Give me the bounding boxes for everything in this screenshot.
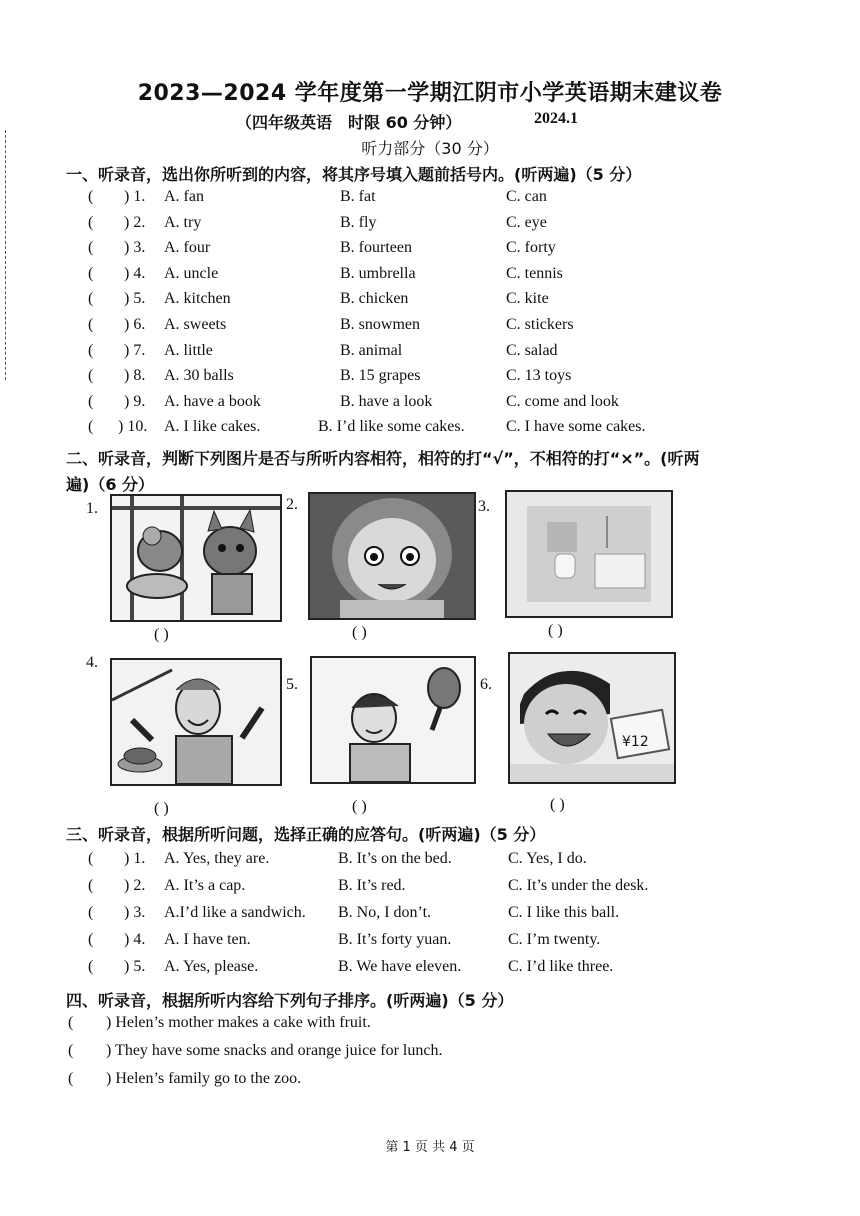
answer-paren[interactable]: ( — [88, 239, 94, 257]
option-c: C. I like this ball. — [508, 904, 620, 921]
option-b: B. snowmen — [340, 316, 420, 333]
question-number: ) 2. — [124, 877, 146, 894]
picture-answer-paren[interactable]: ( ) — [154, 800, 169, 817]
picture-answer-paren[interactable]: ( ) — [352, 798, 367, 815]
picture-bathroom — [505, 490, 673, 618]
question-number: ) 7. — [124, 341, 146, 359]
question-row — [0, 239, 860, 263]
answer-paren[interactable]: ( — [88, 316, 94, 333]
question-row — [0, 290, 860, 314]
question-row — [0, 850, 860, 874]
answer-paren[interactable]: ( — [88, 877, 94, 894]
answer-paren[interactable]: ( — [88, 341, 94, 359]
answer-paren[interactable]: ( — [88, 367, 94, 385]
section3-heading: 三、听录音，根据所听问题，选择正确的应答句。(听两遍)（5 分） — [66, 825, 546, 844]
option-a: A. sweets — [164, 316, 227, 333]
option-a: A. I like cakes. — [164, 418, 261, 436]
option-a: A. fan — [164, 188, 204, 205]
exam-date: 2024.1 — [534, 110, 578, 127]
picture-girl-face — [308, 492, 476, 620]
option-c: C. It’s under the desk. — [508, 877, 649, 894]
option-b: B. It’s forty yuan. — [338, 931, 452, 948]
question-row — [0, 418, 860, 442]
answer-paren[interactable]: ( — [88, 392, 94, 410]
question-number: ) 5. — [124, 958, 146, 975]
option-a: A. little — [164, 341, 213, 359]
option-a: A. Yes, please. — [164, 958, 259, 975]
question-row — [0, 958, 860, 982]
section1-heading: 一、听录音，选出你所听到的内容，将其序号填入题前括号内。(听两遍)（5 分） — [66, 165, 642, 184]
question-row — [0, 342, 860, 366]
option-b: B. fourteen — [340, 239, 412, 257]
picture-number: 6. — [480, 676, 492, 693]
option-a: A. It’s a cap. — [164, 877, 246, 894]
answer-paren[interactable]: ( — [88, 264, 94, 282]
answer-paren[interactable]: ( — [88, 958, 94, 975]
question-number: ) 6. — [124, 316, 146, 333]
option-a: A. four — [164, 239, 211, 257]
question-number: ) 1. — [124, 188, 146, 205]
picture-boy-price-tag — [508, 652, 676, 784]
picture-answer-paren[interactable]: ( ) — [548, 622, 563, 639]
question-number: ) 3. — [124, 239, 146, 257]
option-c: C. stickers — [506, 316, 574, 333]
option-a: A. kitchen — [164, 290, 231, 308]
picture-number: 5. — [286, 676, 298, 693]
option-b: B. fat — [340, 188, 376, 205]
answer-paren[interactable]: ( — [88, 290, 94, 308]
picture-mouse-cat-swing — [110, 494, 282, 622]
option-c: C. forty — [506, 239, 556, 257]
part-heading: 听力部分（30 分） — [361, 139, 499, 158]
answer-paren[interactable]: ( — [88, 188, 94, 205]
option-a: A. have a book — [164, 392, 261, 410]
question-number: ) 5. — [124, 290, 146, 308]
answer-paren[interactable]: ( — [68, 1070, 74, 1087]
option-b: B. No, I don’t. — [338, 904, 432, 921]
picture-answer-paren[interactable]: ( ) — [550, 796, 565, 813]
option-c: C. kite — [506, 290, 549, 308]
picture-man-hamburger — [110, 658, 282, 786]
option-b: B. have a look — [340, 392, 433, 410]
ordering-row — [0, 1014, 860, 1038]
question-row — [0, 265, 860, 289]
option-c: C. Yes, I do. — [508, 850, 587, 867]
question-number: ) 8. — [124, 367, 146, 385]
option-c: C. salad — [506, 341, 558, 359]
option-c: C. can — [506, 188, 547, 205]
picture-number: 3. — [478, 498, 490, 515]
question-row — [0, 393, 860, 417]
option-b: B. It’s on the bed. — [338, 850, 452, 867]
option-c: C. come and look — [506, 392, 619, 410]
page-title: 2023—2024 学年度第一学期江阴市小学英语期末建议卷 — [137, 81, 723, 106]
option-b: B. 15 grapes — [340, 367, 421, 385]
option-a: A. uncle — [164, 264, 219, 282]
option-a: A. Yes, they are. — [164, 850, 270, 867]
picture-number: 2. — [286, 496, 298, 513]
answer-paren[interactable]: ( — [88, 904, 94, 921]
option-a: A. 30 balls — [164, 367, 234, 385]
price-tag-text: ¥12 — [622, 734, 649, 750]
answer-paren[interactable]: ( — [68, 1014, 74, 1031]
picture-answer-paren[interactable]: ( ) — [352, 624, 367, 641]
section4-heading: 四、听录音，根据所听内容给下列句子排序。(听两遍)（5 分） — [66, 991, 514, 1010]
question-number: ) 3. — [124, 904, 146, 921]
answer-paren[interactable]: ( — [88, 418, 94, 436]
question-row — [0, 904, 860, 928]
option-c: C. eye — [506, 213, 547, 231]
ordering-row — [0, 1042, 860, 1066]
question-number: ) 2. — [124, 213, 146, 231]
question-row — [0, 214, 860, 238]
answer-paren[interactable]: ( — [88, 850, 94, 867]
question-number: ) 1. — [124, 850, 146, 867]
option-b: B. umbrella — [340, 264, 416, 282]
option-b: B. I’d like some cakes. — [318, 418, 465, 436]
question-row — [0, 188, 860, 212]
option-c: C. tennis — [506, 264, 563, 282]
option-b: B. It’s red. — [338, 877, 406, 894]
ordering-sentence: ) Helen’s family go to the zoo. — [106, 1070, 302, 1087]
exam-subtitle: （四年级英语 时限 60 分钟） — [236, 113, 462, 132]
section2-heading-line1: 二、听录音，判断下列图片是否与所听内容相符，相符的打“√”，不相符的打“×”。(听两 — [66, 449, 700, 468]
question-number: ) 4. — [124, 931, 146, 948]
answer-paren[interactable]: ( — [68, 1042, 74, 1059]
option-b: B. chicken — [340, 290, 409, 308]
picture-number: 4. — [86, 654, 98, 671]
option-b: B. We have eleven. — [338, 958, 462, 975]
question-number: ) 9. — [124, 392, 146, 410]
question-number: ) 10. — [118, 418, 148, 436]
picture-answer-paren[interactable]: ( ) — [154, 626, 169, 643]
page-footer: 第 1 页 共 4 页 — [385, 1140, 475, 1155]
question-number: ) 4. — [124, 264, 146, 282]
question-row — [0, 877, 860, 901]
option-a: A.I’d like a sandwich. — [164, 904, 306, 921]
ordering-sentence: ) They have some snacks and orange juice for lunch. — [106, 1042, 443, 1059]
question-row — [0, 367, 860, 391]
question-row — [0, 316, 860, 340]
picture-girl-ping-pong — [310, 656, 476, 784]
answer-paren[interactable]: ( — [88, 213, 94, 231]
ordering-sentence: ) Helen’s mother makes a cake with fruit. — [106, 1014, 371, 1031]
option-c: C. 13 toys — [506, 367, 572, 385]
option-b: B. animal — [340, 341, 403, 359]
option-a: A. try — [164, 213, 202, 231]
option-c: C. I’m twenty. — [508, 931, 601, 948]
option-c: C. I’d like three. — [508, 958, 614, 975]
option-a: A. I have ten. — [164, 931, 251, 948]
picture-number: 1. — [86, 500, 98, 517]
answer-paren[interactable]: ( — [88, 931, 94, 948]
ordering-row — [0, 1070, 860, 1094]
section2-heading-line2: 遍)（6 分） — [66, 475, 155, 494]
option-c: C. I have some cakes. — [506, 418, 646, 436]
question-row — [0, 931, 860, 955]
option-b: B. fly — [340, 213, 377, 231]
